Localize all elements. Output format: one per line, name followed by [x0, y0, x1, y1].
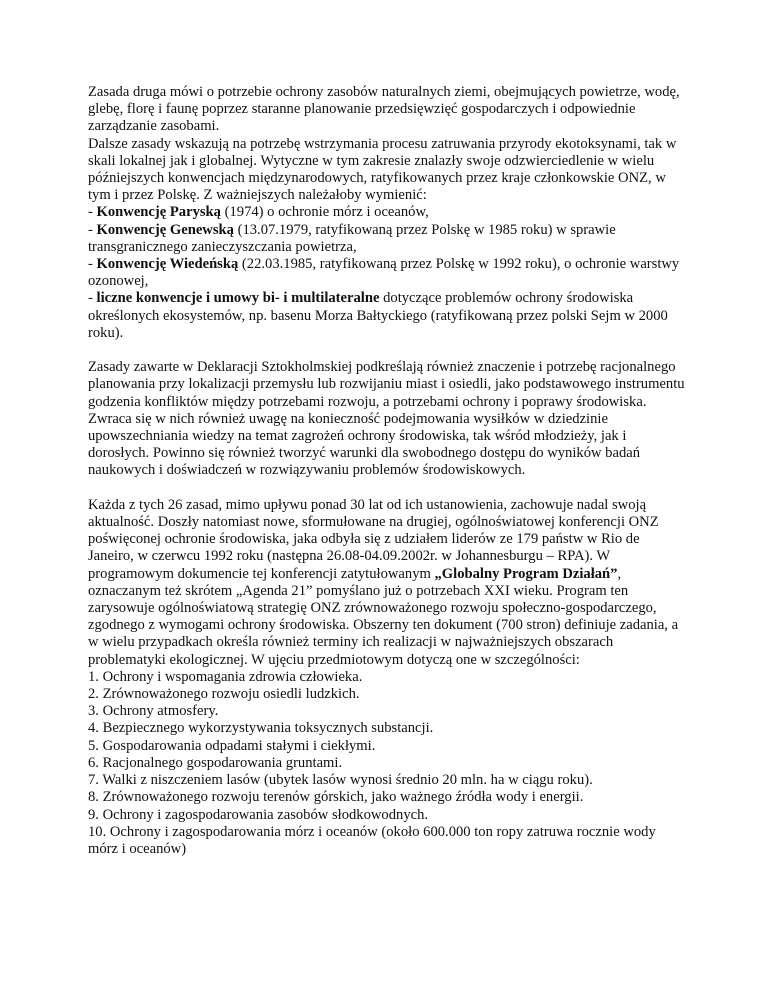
convention-item [88, 222, 688, 256]
convention-details: (22.03.1985, ratyfikowaną przez Polskę w 1992 roku), o ochronie warstwy ozonowej, [88, 256, 680, 290]
list-item: 7. Walki z niszczeniem lasów (ubytek lasów wynosi średnio 20 mln. ha w ciągu roku). [88, 772, 593, 789]
list-item: 2. Zrównoważonego rozwoju osiedli ludzkich. [88, 686, 360, 703]
convention-name: Konwencję Genewską [96, 221, 234, 238]
stockholm-paragraph: Zasady zawarte w Deklaracji Sztokholmskiej podkreślają również znaczenie i potrzebę racjonalnego planowania przy lokalizacji przemysłu lub rozwijaniu miast i osiedli, jako podstawowego instrumentu godzenia konfliktów między potrzebami rozwoju, a potrzebami ochrony i poprawy środowiska. Zwraca się w nich również uwagę na konieczność podejmowania wysiłków w dziedzinie upowszechniania wiedzy na temat zagrożeń ochrony środowiska, tak wśród młodzieży, jak i dorosłych. Powinno się również tworzyć warunki dla swobodnego dostępu do wyników badań naukowych i doświadczeń w rozwiązywaniu problemów środowiskowych. [88, 359, 685, 479]
agenda-text-end: , oznaczanym też skrótem „Agenda 21” pomyślano już o potrzebach XXI wieku. Program ten zarysowuje ogólnoświatową strategię ONZ zrównoważonego rozwoju społeczno-gospodarczego, zgodnego z wymogami ochrony środowiska. Obszerny ten dokument (700 stron) definiuje zadania, a w wielu przypadkach określa również terminy ich realizacji w najważniejszych obszarach problematyki ekologicznej. W ujęciu przedmiotowym dotyczą one w szczególności: [88, 565, 679, 668]
agenda-paragraph [88, 497, 688, 669]
agenda-areas-list [88, 669, 688, 858]
agenda-program-title: „Globalny Program Działań” [434, 565, 618, 582]
paragraph-spacer [88, 342, 688, 359]
list-item: 9. Ochrony i zagospodarowania zasobów słodkowodnych. [88, 806, 429, 823]
convention-dash: - [88, 290, 97, 307]
convention-name: Konwencję Paryską [96, 204, 221, 221]
list-item: 10. Ochrony i zagospodarowania mórz i oceanów (około 600.000 ton ropy zatruwa rocznie wody mórz i oceanów) [88, 823, 656, 857]
convention-item [88, 204, 688, 221]
list-item: 5. Gospodarowania odpadami stałymi i ciekłymi. [88, 737, 376, 754]
convention-item [88, 290, 688, 342]
paragraph-spacer [88, 480, 688, 497]
document-page [88, 84, 688, 858]
intro-paragraph: Zasada druga mówi o potrzebie ochrony zasobów naturalnych ziemi, obejmujących powietrze, wodę, glebę, florę i faunę poprzez staranne planowanie przedsięwzięć gospodarczych i odpowiednie zarządzanie zasobami. [88, 84, 680, 135]
list-item: 4. Bezpiecznego wykorzystywania toksycznych substancji. [88, 720, 434, 737]
list-item: 8. Zrównoważonego rozwoju terenów górskich, jako ważnego źródła wody i energii. [88, 789, 584, 806]
convention-dash: - [88, 204, 97, 221]
list-item: 1. Ochrony i wspomagania zdrowia człowieka. [88, 668, 363, 685]
convention-details: (1974) o ochronie mórz i oceanów, [220, 204, 429, 221]
principles-paragraph: Dalsze zasady wskazują na potrzebę wstrzymania procesu zatruwania przyrody ekotoksynami, tak w skali lokalnej jak i globalnej. Wytyczne w tym zakresie znalazły swoje odzwierciedlenie w wielu późniejszych konwencjach międzynarodowych, ratyfikowanych przez kraje członkowskie ONZ, w tym i przez Polskę. Z ważniejszych należałoby wymienić: [88, 135, 677, 204]
convention-dash: - [88, 256, 97, 273]
convention-item [88, 256, 688, 290]
list-item: 3. Ochrony atmosfery. [88, 703, 219, 720]
convention-name: Konwencję Wiedeńską [96, 256, 239, 273]
conventions-list [88, 204, 688, 342]
list-item: 6. Racjonalnego gospodarowania gruntami. [88, 754, 343, 771]
agenda-text-start: Każda z tych 26 zasad, mimo upływu ponad 30 lat od ich ustanowienia, zachowuje nadal swoją aktualność. Doszły natomiast nowe, sformułowane na drugiej, ogólnoświatowej konferencji ONZ poświęconej ochronie środowiska, jaka odbyła się z udziałem liderów ze 179 państw w Rio de Janeiro, w czerwcu 1992 roku (następna 26.08-04.09.2002r. w Johannesburgu – RPA). W programowym dokumencie tej konferencji zatytułowanym [88, 496, 659, 582]
convention-details: (13.07.1979, ratyfikowaną przez Polskę w 1985 roku) w sprawie transgranicznego zanieczyszczania powietrza, [88, 221, 616, 255]
convention-details: dotyczące problemów ochrony środowiska określonych ekosystemów, np. basenu Morza Bałtyckiego (ratyfikowaną przez polski Sejm w 2000 roku). [88, 290, 668, 341]
convention-name: liczne konwencje i umowy bi- i multilateralne [96, 290, 380, 307]
convention-dash: - [88, 221, 97, 238]
